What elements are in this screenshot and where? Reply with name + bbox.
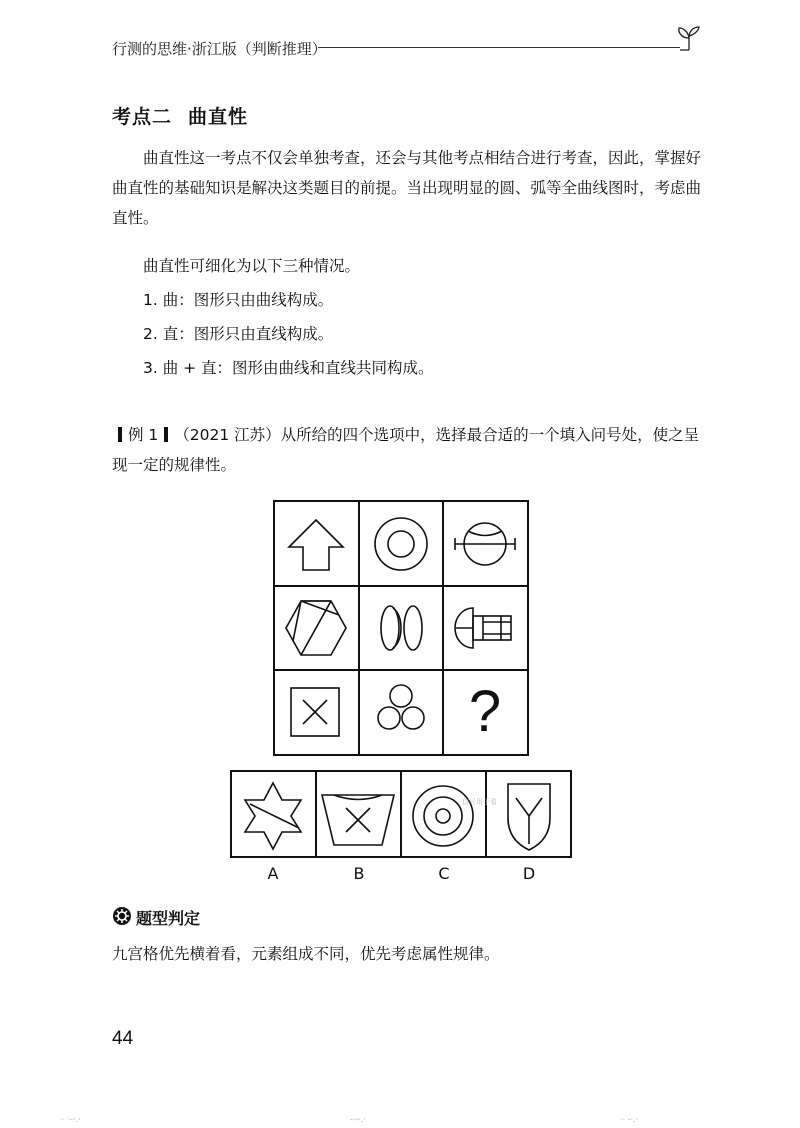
case-item: 2. 直：图形只由直线构成。 — [143, 325, 334, 343]
puzzle-cell-square-x — [291, 688, 339, 736]
puzzle-cell-arrow — [289, 520, 343, 570]
example-paragraph — [112, 420, 712, 480]
type-judgement-body: 九宫格优先横着看，元素组成不同，优先考虑属性规律。 — [112, 945, 500, 963]
puzzle-cell-hexagon — [286, 601, 346, 655]
puzzle-question-mark: ? — [468, 679, 502, 744]
gear-icon — [112, 906, 132, 926]
option-label-a: A — [267, 864, 279, 883]
puzzle-cell-two-ovals — [381, 606, 422, 650]
type-judgement-heading: 题型判定 — [136, 909, 201, 928]
option-label-c: C — [438, 864, 450, 883]
puzzle-cell-three-circles — [378, 685, 424, 729]
sprout-icon — [676, 24, 702, 52]
page-number: 44 — [112, 1028, 134, 1049]
option-c-concentric — [413, 786, 473, 846]
footer-mark: ·· -·.· — [620, 1115, 639, 1124]
puzzle-cell-circle-lines — [455, 523, 515, 565]
option-label-b: B — [353, 864, 365, 883]
section-number: 考点二 — [112, 106, 173, 128]
section-title — [112, 102, 248, 129]
option-a-star — [245, 783, 301, 849]
case-item: 1. 曲：图形只由曲线构成。 — [143, 291, 334, 309]
puzzle-cell-double-circle — [375, 518, 427, 570]
example-bar-left — [118, 427, 122, 442]
option-b-trapezoid — [322, 795, 394, 845]
footer-mark: ·· ·-·.· — [60, 1115, 81, 1124]
example-source: （2021 江苏） — [174, 426, 281, 444]
puzzle-cell-screw — [455, 608, 511, 648]
example-bar-right — [164, 427, 168, 442]
case-item: 3. 曲 + 直：图形由曲线和直线共同构成。 — [143, 359, 434, 377]
header-title: 行测的思维·浙江版（判断推理） — [112, 40, 327, 58]
example-label: 例 1 — [128, 426, 159, 444]
options-row — [230, 770, 572, 860]
section-name: 曲直性 — [188, 106, 249, 128]
header-rule — [318, 47, 680, 48]
puzzle-grid — [273, 500, 529, 756]
intro-paragraph: 曲直性这一考点不仅会单独考查，还会与其他考点相结合进行考查，因此，掌握好曲直性的基础知识是解决这类题目的前提。当出现明显的圆、弧等全曲线图时，考虑曲直性。 — [112, 149, 702, 227]
example-text: 从所给的四个选项中，选择最合适的一个填入问号处，使之呈现一定的规律性。 — [112, 426, 700, 474]
option-d-shield — [508, 784, 550, 850]
watermark: 信号用于看 — [462, 798, 497, 806]
option-label-d: D — [522, 864, 536, 883]
footer-mark: -·-·.· — [350, 1115, 366, 1124]
subdivide-text: 曲直性可细化为以下三种情况。 — [143, 257, 361, 275]
